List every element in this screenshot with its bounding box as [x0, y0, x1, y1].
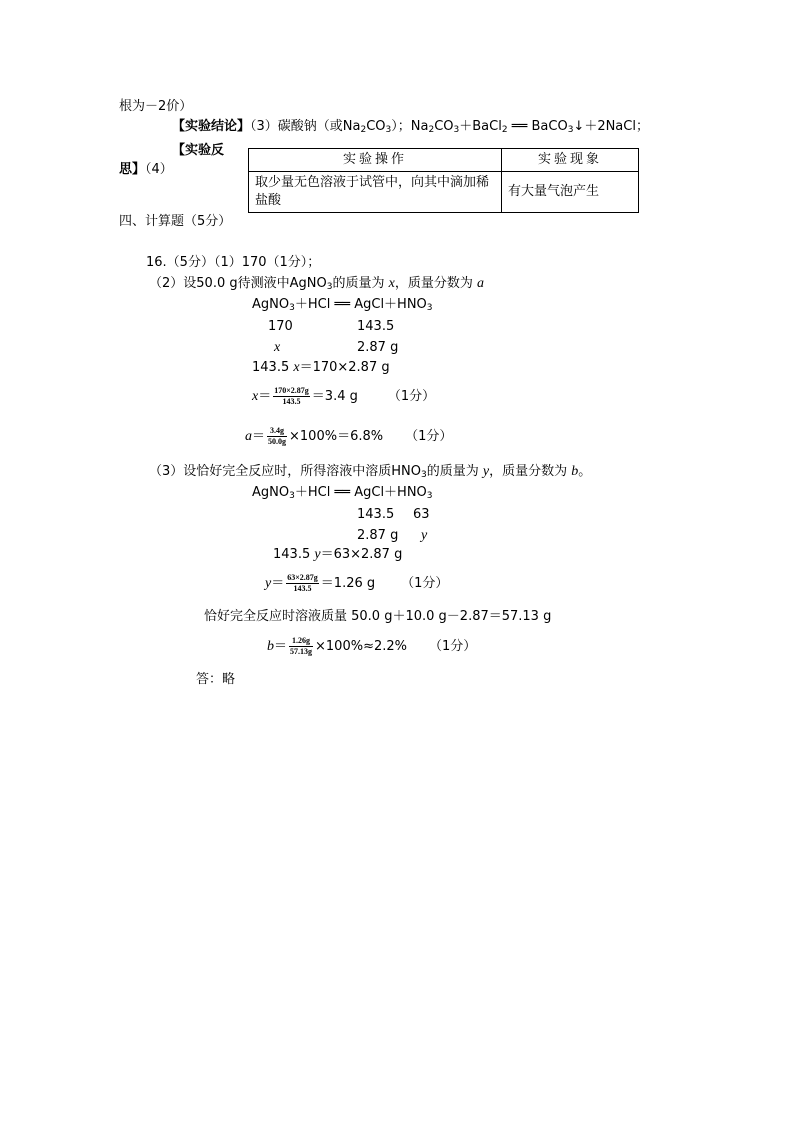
proportion-1 [252, 359, 390, 377]
p3-text-d: 。 [578, 464, 592, 479]
a-score: （1分） [405, 429, 453, 444]
q16-part3-setup [149, 463, 591, 481]
molar-mass-hno3: 63 [413, 507, 430, 522]
b-eq-pre: ＝ [274, 639, 288, 654]
x-fraction-num: 170×2.87g [274, 386, 309, 395]
y-fraction-num: 63×2.87g [287, 573, 318, 582]
proportion-2 [273, 546, 402, 564]
answer-line: 答：略 [196, 672, 236, 687]
x-fraction-den: 143.5 [282, 397, 301, 406]
sub-3: 3 [567, 125, 574, 135]
prop2-b: ＝63×2.87 g [320, 547, 403, 562]
y-fraction [286, 573, 319, 594]
molar-mass-agcl: 143.5 [357, 319, 395, 334]
table-cell: 取少量无色溶液于试管中，向其中滴加稀盐酸 [249, 172, 502, 213]
sub-3: 3 [289, 491, 295, 501]
molar-mass-agno3: 170 [268, 319, 293, 334]
p2-text-b: 的质量为 [332, 276, 385, 291]
var-a: a [245, 429, 252, 444]
molar-mass-agcl-2: 143.5 [357, 507, 395, 522]
a-fraction-den: 50.0g [268, 437, 287, 446]
sub-3: 3 [385, 125, 392, 135]
a-eq-pre: ＝ [252, 429, 266, 444]
var-y: y [482, 464, 490, 479]
var-x: x [252, 389, 259, 404]
q16-part2-setup [149, 275, 484, 293]
sub-3: 3 [426, 491, 433, 501]
solution-mass-line: 恰好完全反应时溶液质量 50.0 g＋10.0 g－2.87＝57.13 g [204, 609, 552, 624]
var-a: a [476, 276, 484, 291]
reflection-label-2: 思】 [119, 162, 146, 177]
var-b: b [571, 464, 579, 479]
a-fraction-num: 3.4g [267, 426, 287, 437]
conclusion-text-c: ）；Na [391, 119, 429, 134]
a-solution [245, 426, 452, 447]
mass-agcl: 2.87 g [357, 340, 399, 355]
table-header-row [249, 149, 639, 172]
x-eq-post: ＝3.4 g [311, 389, 358, 404]
table-header-cell: 实验操作 [249, 149, 502, 172]
var-y: y [314, 547, 321, 562]
conclusion-text-f: ══ BaCO [507, 119, 568, 134]
sub-3: 3 [453, 125, 460, 135]
x-eq-pre: ＝ [258, 389, 272, 404]
sub-2: 2 [428, 125, 435, 135]
equation-1 [252, 296, 433, 314]
conclusion-text-b: CO [366, 119, 386, 134]
conclusion-text-g: ↓＋2NaCl； [573, 119, 649, 134]
x-solution [252, 386, 435, 407]
y-eq-pre: ＝ [271, 576, 285, 591]
x-fraction [273, 386, 310, 407]
sub-3: 3 [326, 282, 333, 292]
sub-3: 3 [421, 470, 427, 480]
conclusion-text-d: CO [434, 119, 454, 134]
b-fraction [289, 636, 313, 657]
equation-2 [252, 484, 433, 502]
sub-3: 3 [289, 303, 295, 313]
b-score: （1分） [429, 639, 477, 654]
b-solution [267, 636, 476, 657]
p3-text-c: ，质量分数为 [489, 464, 568, 479]
var-y: y [265, 576, 272, 591]
var-b: b [267, 639, 274, 654]
sub-3: 3 [426, 303, 433, 313]
eq-text-a: AgNO [252, 485, 290, 500]
experiment-table [248, 148, 639, 213]
reflection-line [119, 161, 173, 179]
var-x: x [293, 360, 300, 375]
section-title: 四、计算题（5分） [119, 214, 232, 229]
b-eq-post: ×100%≈2.2% [315, 639, 407, 654]
y-score: （1分） [401, 576, 449, 591]
eq-text-a: AgNO [252, 297, 290, 312]
p2-text-a: （2）设50.0 g待测液中AgNO [149, 276, 327, 291]
p2-text-c: ，质量分数为 [394, 276, 473, 291]
conclusion-line [172, 118, 649, 136]
table-row [249, 172, 639, 213]
intro-line: 根为－2价） [119, 99, 193, 114]
b-fraction-num: 1.26g [289, 636, 313, 647]
prop1-a: 143.5 [252, 360, 290, 375]
p3-text-a: （3）设恰好完全反应时，所得溶液中溶质HNO [149, 464, 422, 479]
b-fraction-den: 57.13g [290, 647, 313, 656]
a-fraction [267, 426, 287, 447]
prop1-b: ＝170×2.87 g [299, 360, 390, 375]
conclusion-text-e: ＋BaCl [459, 119, 502, 134]
var-y: y [421, 528, 428, 543]
table-cell: 有大量气泡产生 [502, 172, 639, 213]
p3-text-b: 的质量为 [426, 464, 479, 479]
y-eq-post: ＝1.26 g [320, 576, 376, 591]
sub-2: 2 [501, 125, 508, 135]
reflection-num: （4） [145, 162, 173, 177]
prop2-a: 143.5 [273, 547, 311, 562]
reflection-label-1: 【实验反 [172, 143, 225, 158]
var-x: x [388, 276, 395, 291]
var-x: x [274, 340, 281, 355]
q16-line1: 16.（5分）（1）170（1分）； [146, 255, 321, 270]
table-header-cell: 实验现象 [502, 149, 639, 172]
eq-text-b: ＋HCl ══ AgCl＋HNO [294, 485, 427, 500]
a-eq-post: ×100%＝6.8% [289, 429, 384, 444]
mass-agcl-2: 2.87 g [357, 528, 399, 543]
x-score: （1分） [387, 389, 436, 404]
conclusion-text-a: （3）碳酸钠（或Na [250, 119, 361, 134]
sub-2: 2 [360, 125, 367, 135]
y-solution [265, 573, 448, 594]
y-fraction-den: 143.5 [293, 584, 312, 593]
eq-text-b: ＋HCl ══ AgCl＋HNO [294, 297, 427, 312]
conclusion-label: 【实验结论】 [172, 119, 251, 134]
